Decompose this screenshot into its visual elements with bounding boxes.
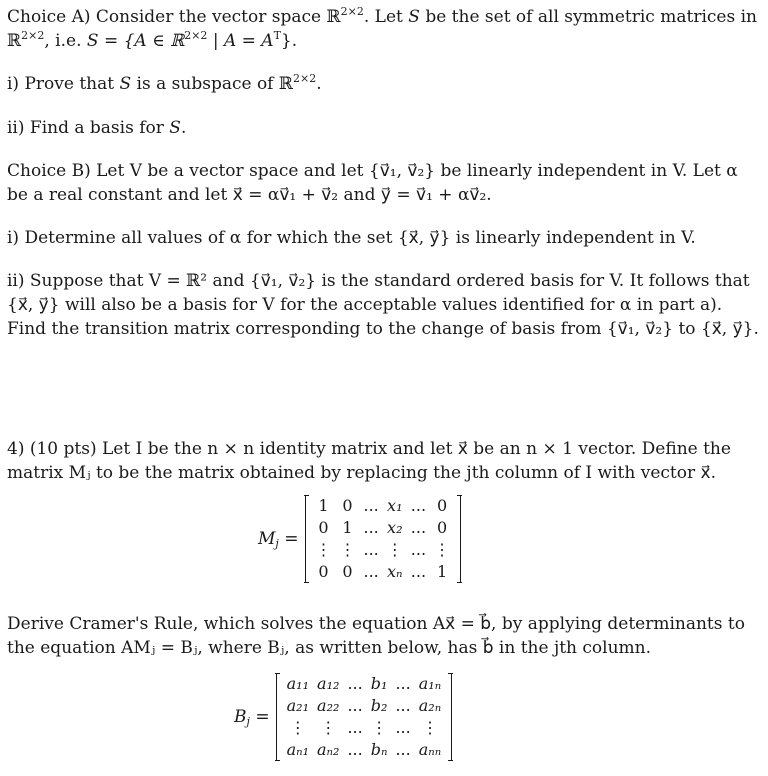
choice-a-line-1: Choice A) Consider the vector space ℝ$^{2\times 2}$. Let S be the set of all symmetric matrices in bbox=[7, 5, 757, 27]
choice-a-part-ii: ii) Find a basis for S. bbox=[7, 118, 187, 138]
bj-matrix-cell: bₙ bbox=[370, 740, 388, 759]
mj-matrix-cell: x₂ bbox=[387, 518, 403, 537]
mj-matrix-row bbox=[312, 539, 455, 561]
mj-matrix-row bbox=[312, 561, 455, 583]
bj-matrix-cell: b₂ bbox=[370, 696, 388, 715]
mj-matrix bbox=[305, 495, 462, 583]
mj-matrix-row bbox=[312, 517, 455, 539]
cramer-statement: Derive Cramer's Rule, which solves the equation Ax⃗ = b⃗, by applying determinants to the equation AMⱼ = Bⱼ, where Bⱼ, as written below, has b⃗ in the jth column. bbox=[7, 614, 745, 658]
mj-matrix-cell: 1 bbox=[318, 496, 329, 515]
bj-matrix-cell: ... bbox=[347, 740, 363, 759]
bj-matrix-cell: ⋮ bbox=[320, 718, 337, 737]
mj-matrix-cell: ... bbox=[410, 518, 427, 537]
mj-matrix-cell: ... bbox=[363, 562, 379, 581]
bj-matrix-cell: b₁ bbox=[370, 674, 388, 693]
mj-matrix-cell: 0 bbox=[342, 562, 353, 581]
bj-matrix-cell: a₂₂ bbox=[317, 696, 340, 715]
choice-b-part-i: i) Determine all values of α for which the set {x⃗, y⃗} is linearly independent in V. bbox=[7, 228, 696, 248]
bj-label: $B_j$ = bbox=[234, 707, 270, 728]
mj-matrix-cell: 0 bbox=[342, 496, 353, 515]
bj-matrix-cell: ... bbox=[395, 674, 411, 693]
bj-matrix-table bbox=[283, 673, 446, 761]
mj-matrix-cell: ⋮ bbox=[339, 540, 356, 559]
bj-matrix-row bbox=[283, 739, 446, 761]
mj-matrix-cell: ... bbox=[410, 540, 427, 559]
mj-matrix-cell: ⋮ bbox=[315, 540, 332, 559]
mj-label: $M_j$ = bbox=[258, 529, 299, 550]
mj-matrix-cell: x₁ bbox=[387, 496, 403, 515]
bj-matrix-cell: ... bbox=[395, 696, 411, 715]
bj-matrix-cell: ... bbox=[347, 674, 363, 693]
mj-matrix-cell: ... bbox=[410, 496, 427, 515]
bj-matrix-cell: a₂₁ bbox=[286, 696, 309, 715]
mj-matrix-cell: ⋮ bbox=[434, 540, 451, 559]
mj-matrix-cell: 0 bbox=[436, 518, 448, 537]
bj-matrix-row bbox=[283, 717, 446, 739]
mj-matrix-cell: 1 bbox=[342, 518, 353, 537]
mj-matrix-cell: 0 bbox=[318, 562, 329, 581]
mj-matrix-table bbox=[312, 495, 455, 583]
choice-b-statement bbox=[7, 159, 763, 207]
bj-matrix-cell: a₁₁ bbox=[286, 674, 309, 693]
mj-matrix-equation bbox=[258, 495, 461, 583]
choice-b-line-2: be a real constant and let x⃗ = αv⃗₁ + v⃗₂ and y⃗ = v⃗₁ + αv⃗₂. bbox=[7, 185, 492, 205]
choice-b-line-1: Choice B) Let V be a vector space and let {v⃗₁, v⃗₂} be linearly independent in V. Let α bbox=[7, 161, 738, 181]
bj-matrix-row bbox=[283, 673, 446, 695]
choice-a-part-i: i) Prove that S is a subspace of ℝ$^{2\times 2}$. bbox=[7, 72, 322, 94]
bj-matrix-cell: ⋮ bbox=[421, 718, 438, 737]
bj-matrix-cell: ... bbox=[347, 718, 363, 737]
bj-matrix-equation bbox=[234, 673, 452, 761]
bj-matrix-cell: ... bbox=[395, 718, 411, 737]
choice-a-statement bbox=[7, 5, 763, 53]
bj-matrix-cell: aₙₙ bbox=[418, 740, 442, 759]
mj-matrix-cell: ... bbox=[363, 540, 379, 559]
bj-matrix-cell: ... bbox=[347, 696, 363, 715]
bj-matrix-cell: aₙ₂ bbox=[317, 740, 340, 759]
mj-matrix-cell: ⋮ bbox=[386, 540, 403, 559]
bj-matrix-cell: aₙ₁ bbox=[286, 740, 310, 759]
mj-matrix-row bbox=[312, 495, 455, 517]
mj-matrix-cell: 0 bbox=[436, 496, 448, 515]
mj-matrix-cell: ... bbox=[363, 496, 379, 515]
bj-matrix-cell: a₂ₙ bbox=[418, 696, 442, 715]
mj-matrix-cell: xₙ bbox=[387, 562, 403, 581]
choice-a-line-2: ℝ$^{2\times 2}$, i.e. S = {A ∈ ℝ$^{2\times 2}$ | $A = A^T$}. bbox=[7, 29, 298, 51]
bj-matrix-cell: ⋮ bbox=[289, 718, 306, 737]
bj-matrix-cell: a₁₂ bbox=[317, 674, 340, 693]
mj-matrix-cell: ... bbox=[363, 518, 379, 537]
choice-b-part-ii: ii) Suppose that V = ℝ² and {v⃗₁, v⃗₂} is the standard ordered basis for V. It follows that {x⃗, y⃗} will also be a basis for V for the acceptable values identified for α in part a). Find the transition matrix corresponding to the change of basis from {v⃗₁, v⃗₂} to {x⃗, y⃗}. bbox=[7, 271, 759, 339]
bj-matrix-cell: ... bbox=[395, 740, 411, 759]
mj-matrix-cell: ... bbox=[410, 562, 427, 581]
mj-matrix-cell: 1 bbox=[436, 562, 448, 581]
problem-4-statement: 4) (10 pts) Let I be the n × n identity matrix and let x⃗ be an n × 1 vector. Define the matrix Mⱼ to be the matrix obtained by replacing the jth column of I with vector x⃗. bbox=[7, 439, 731, 483]
bj-matrix-row bbox=[283, 695, 446, 717]
mj-matrix-cell: 0 bbox=[318, 518, 329, 537]
bj-matrix bbox=[276, 673, 453, 761]
bj-matrix-cell: ⋮ bbox=[371, 718, 388, 737]
bj-matrix-cell: a₁ₙ bbox=[418, 674, 442, 693]
